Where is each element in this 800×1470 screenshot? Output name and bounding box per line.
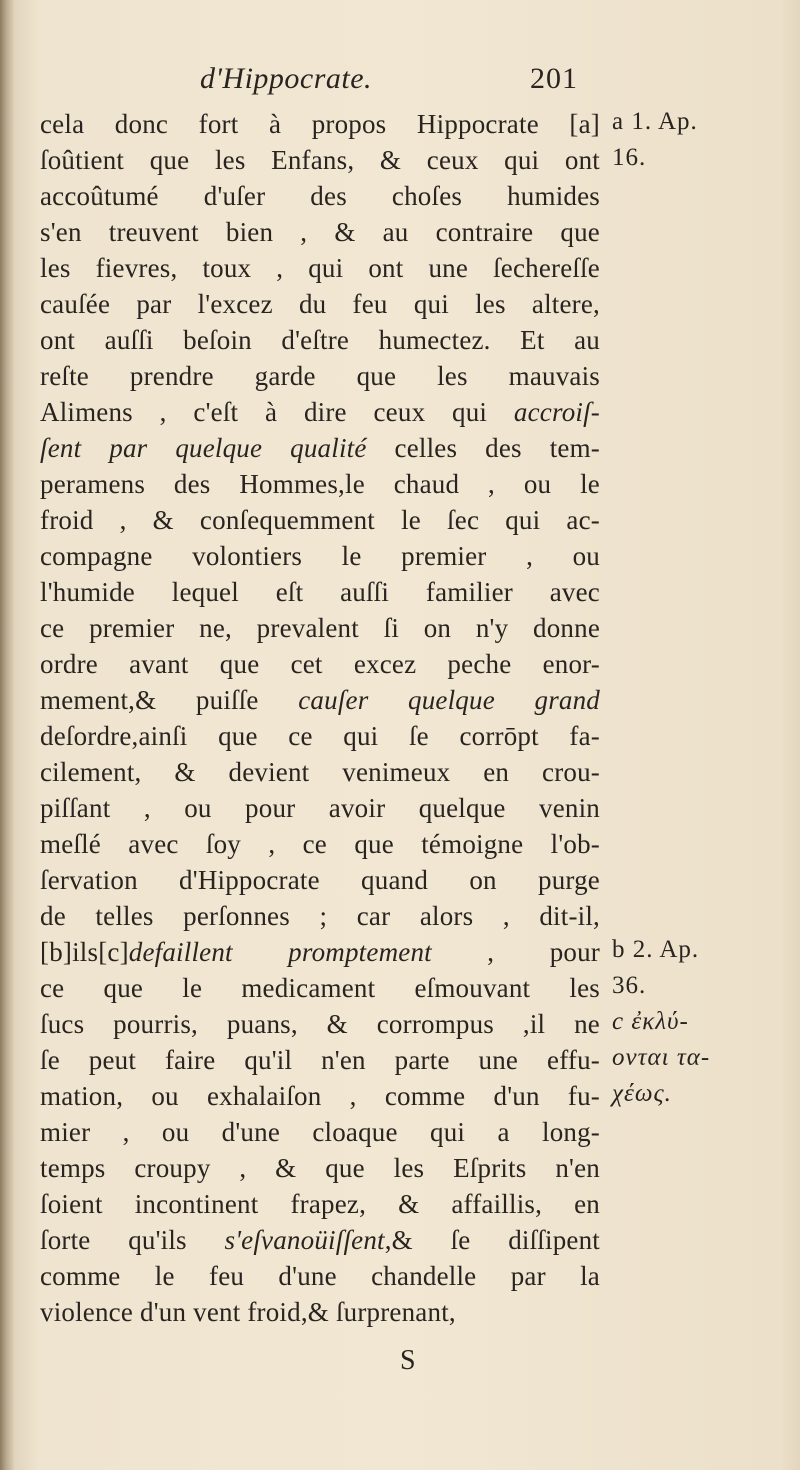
text-line: ce que le medicament eſmouvant les (40, 973, 600, 1003)
margin-note: b 2. Ap. (612, 936, 700, 963)
italic-segment: cauſer quelque grand (298, 685, 600, 715)
text-line: froid , & conſequemment le ſec qui ac- (40, 505, 600, 535)
margin-note: 36. (612, 972, 647, 999)
italic-segment: defaillent promptement (128, 937, 432, 967)
italic-segment: s'eſvanoüiſſent (224, 1225, 385, 1255)
italic-segment: ſent par quelque qualité (40, 433, 367, 463)
text-line: piſſant , ou pour avoir quelque venin (40, 793, 600, 823)
text-line: ſervation d'Hippocrate quand on purge (40, 865, 600, 895)
text-line: ſent par quelque qualité celles des tem- (40, 433, 600, 463)
margin-note: a 1. Ap. (612, 108, 698, 135)
text-line: ſoient incontinent frapez, & affaillis, en (40, 1189, 600, 1219)
text-line: mier , ou d'une cloaque qui a long- (40, 1117, 600, 1147)
page-spine-shadow (0, 0, 14, 1470)
text-line: les fievres, toux , qui ont une ſechereſſe (40, 253, 600, 283)
text-line: [b]ils[c]defaillent promptement , pour (40, 937, 600, 967)
text-line: ſe peut faire qu'il n'en parte une effu- (40, 1045, 600, 1075)
text-line: cauſée par l'excez du feu qui les altere, (40, 289, 600, 319)
page-number: 201 (530, 62, 578, 95)
text-line: mement,& puiſſe cauſer quelque grand (40, 685, 600, 715)
italic-segment: accroiſ- (513, 397, 600, 427)
text-line: accoûtumé d'uſer des choſes humides (40, 181, 600, 211)
margin-note: 16. (612, 144, 647, 171)
margin-note: c ἐκλύ- (612, 1008, 689, 1035)
text-line: l'humide lequel eſt auſſi familier avec (40, 577, 600, 607)
text-line: s'en treuvent bien , & au contraire que (40, 217, 600, 247)
text-line: violence d'un vent froid,& ſurprenant, (40, 1297, 456, 1327)
text-line: meſlé avec ſoy , ce que témoigne l'ob- (40, 829, 600, 859)
text-line: ſoûtient que les Enfans, & ceux qui ont (40, 145, 600, 175)
text-line: ont auſſi beſoin d'eſtre humectez. Et au (40, 325, 600, 355)
margin-note: ονται τα- (612, 1044, 711, 1071)
text-line: peramens des Hommes,le chaud , ou le (40, 469, 600, 499)
running-title: d'Hippocrate. (200, 62, 373, 95)
text-line: reſte prendre garde que les mauvais (40, 361, 600, 391)
text-line: ordre avant que cet excez peche enor- (40, 649, 600, 679)
margin-note: χέως. (612, 1080, 672, 1107)
text-line: cilement, & devient venimeux en crou- (40, 757, 600, 787)
text-line: ce premier ne, prevalent ſi on n'y donne (40, 613, 600, 643)
text-line: mation, ou exhalaiſon , comme d'un fu- (40, 1081, 600, 1111)
text-line: compagne volontiers le premier , ou (40, 541, 600, 571)
text-line: comme le feu d'une chandelle par la (40, 1261, 600, 1291)
text-line: ſucs pourris, puans, & corrompus ,il ne (40, 1009, 600, 1039)
signature-mark: S (400, 1345, 416, 1376)
text-line: cela donc fort à propos Hippocrate [a] (40, 109, 600, 139)
body-text (40, 106, 600, 1330)
text-line: ſorte qu'ils s'eſvanoüiſſent,& ſe diſſipent (40, 1225, 600, 1255)
text-line: deſordre,ainſi que ce qui ſe corrōpt fa- (40, 721, 600, 751)
running-header (40, 62, 600, 108)
text-line: temps croupy , & que les Eſprits n'en (40, 1153, 600, 1183)
text-line: Alimens , c'eſt à dire ceux qui accroiſ- (40, 397, 600, 427)
text-line: de telles perſonnes ; car alors , dit-il, (40, 901, 600, 931)
